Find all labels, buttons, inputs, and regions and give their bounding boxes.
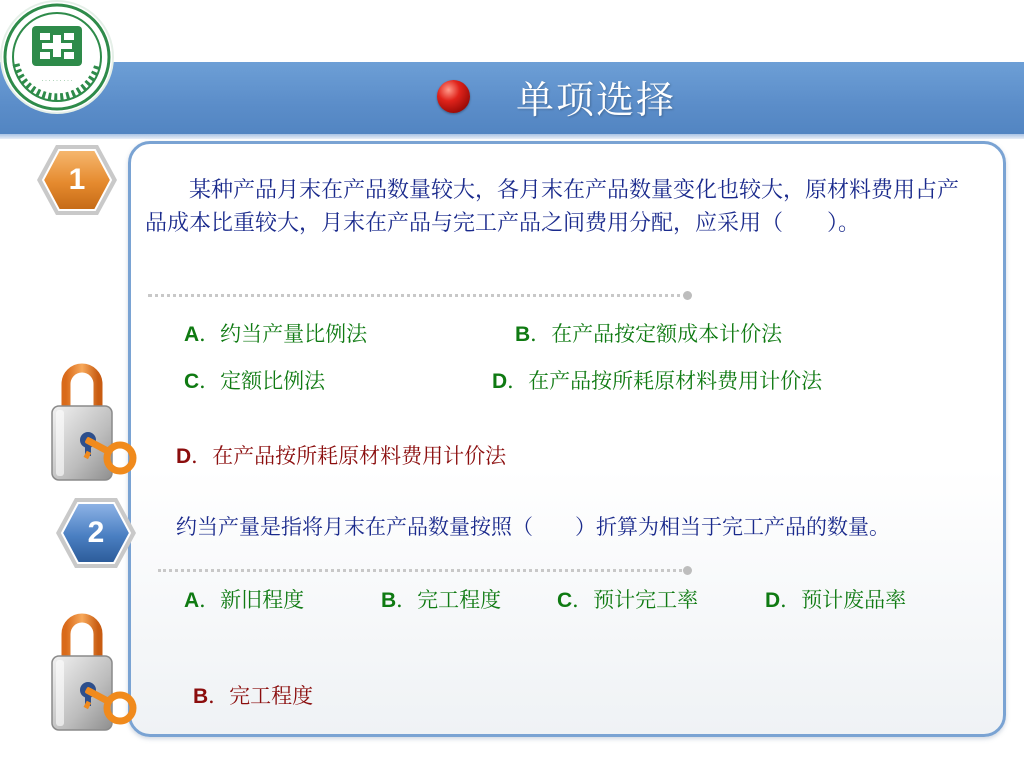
red-ball-icon bbox=[437, 80, 470, 113]
question-1-answer: D．在产品按所耗原材料费用计价法 bbox=[176, 444, 507, 468]
question-2-text: 约当产量是指将月末在产品数量按照（ ）折算为相当于完工产品的数量。 bbox=[176, 515, 890, 539]
padlock-key-icon[interactable] bbox=[48, 608, 148, 738]
question-2-number: 2 bbox=[87, 516, 105, 549]
padlock-key-icon[interactable] bbox=[48, 358, 148, 488]
svg-text:· · · · · · · · ·: · · · · · · · · · bbox=[41, 78, 73, 84]
question-2-answer: B．完工程度 bbox=[193, 684, 314, 708]
header-underline bbox=[0, 134, 1024, 139]
question-2-option-a[interactable]: A．新旧程度 bbox=[184, 588, 305, 612]
question-1-option-d[interactable]: D．在产品按所耗原材料费用计价法 bbox=[492, 369, 823, 393]
question-1-text: 某种产品月末在产品数量较大，各月末在产品数量变化也较大，原材料费用占产品成本比重较大，月末在产品与完工产品之间费用分配，应采用（ ）。 bbox=[145, 178, 960, 236]
question-2-option-d[interactable]: D．预计废品率 bbox=[765, 588, 907, 612]
page-title: 单项选择 bbox=[516, 78, 677, 122]
question-1-option-b[interactable]: B．在产品按定额成本计价法 bbox=[515, 322, 783, 346]
divider-end bbox=[683, 291, 692, 300]
question-2-badge bbox=[55, 496, 137, 570]
divider-end bbox=[683, 566, 692, 575]
question-1-number: 1 bbox=[68, 163, 86, 196]
question-2-option-c[interactable]: C．预计完工率 bbox=[557, 588, 699, 612]
question-2-option-b[interactable]: B．完工程度 bbox=[381, 588, 502, 612]
divider bbox=[148, 294, 688, 297]
header-bar bbox=[0, 62, 1024, 134]
question-1-option-a[interactable]: A．约当产量比例法 bbox=[184, 322, 368, 346]
divider bbox=[158, 569, 688, 572]
question-1-option-c[interactable]: C．定额比例法 bbox=[184, 369, 326, 393]
question-1-badge bbox=[36, 143, 118, 217]
school-emblem-icon bbox=[2, 2, 112, 112]
